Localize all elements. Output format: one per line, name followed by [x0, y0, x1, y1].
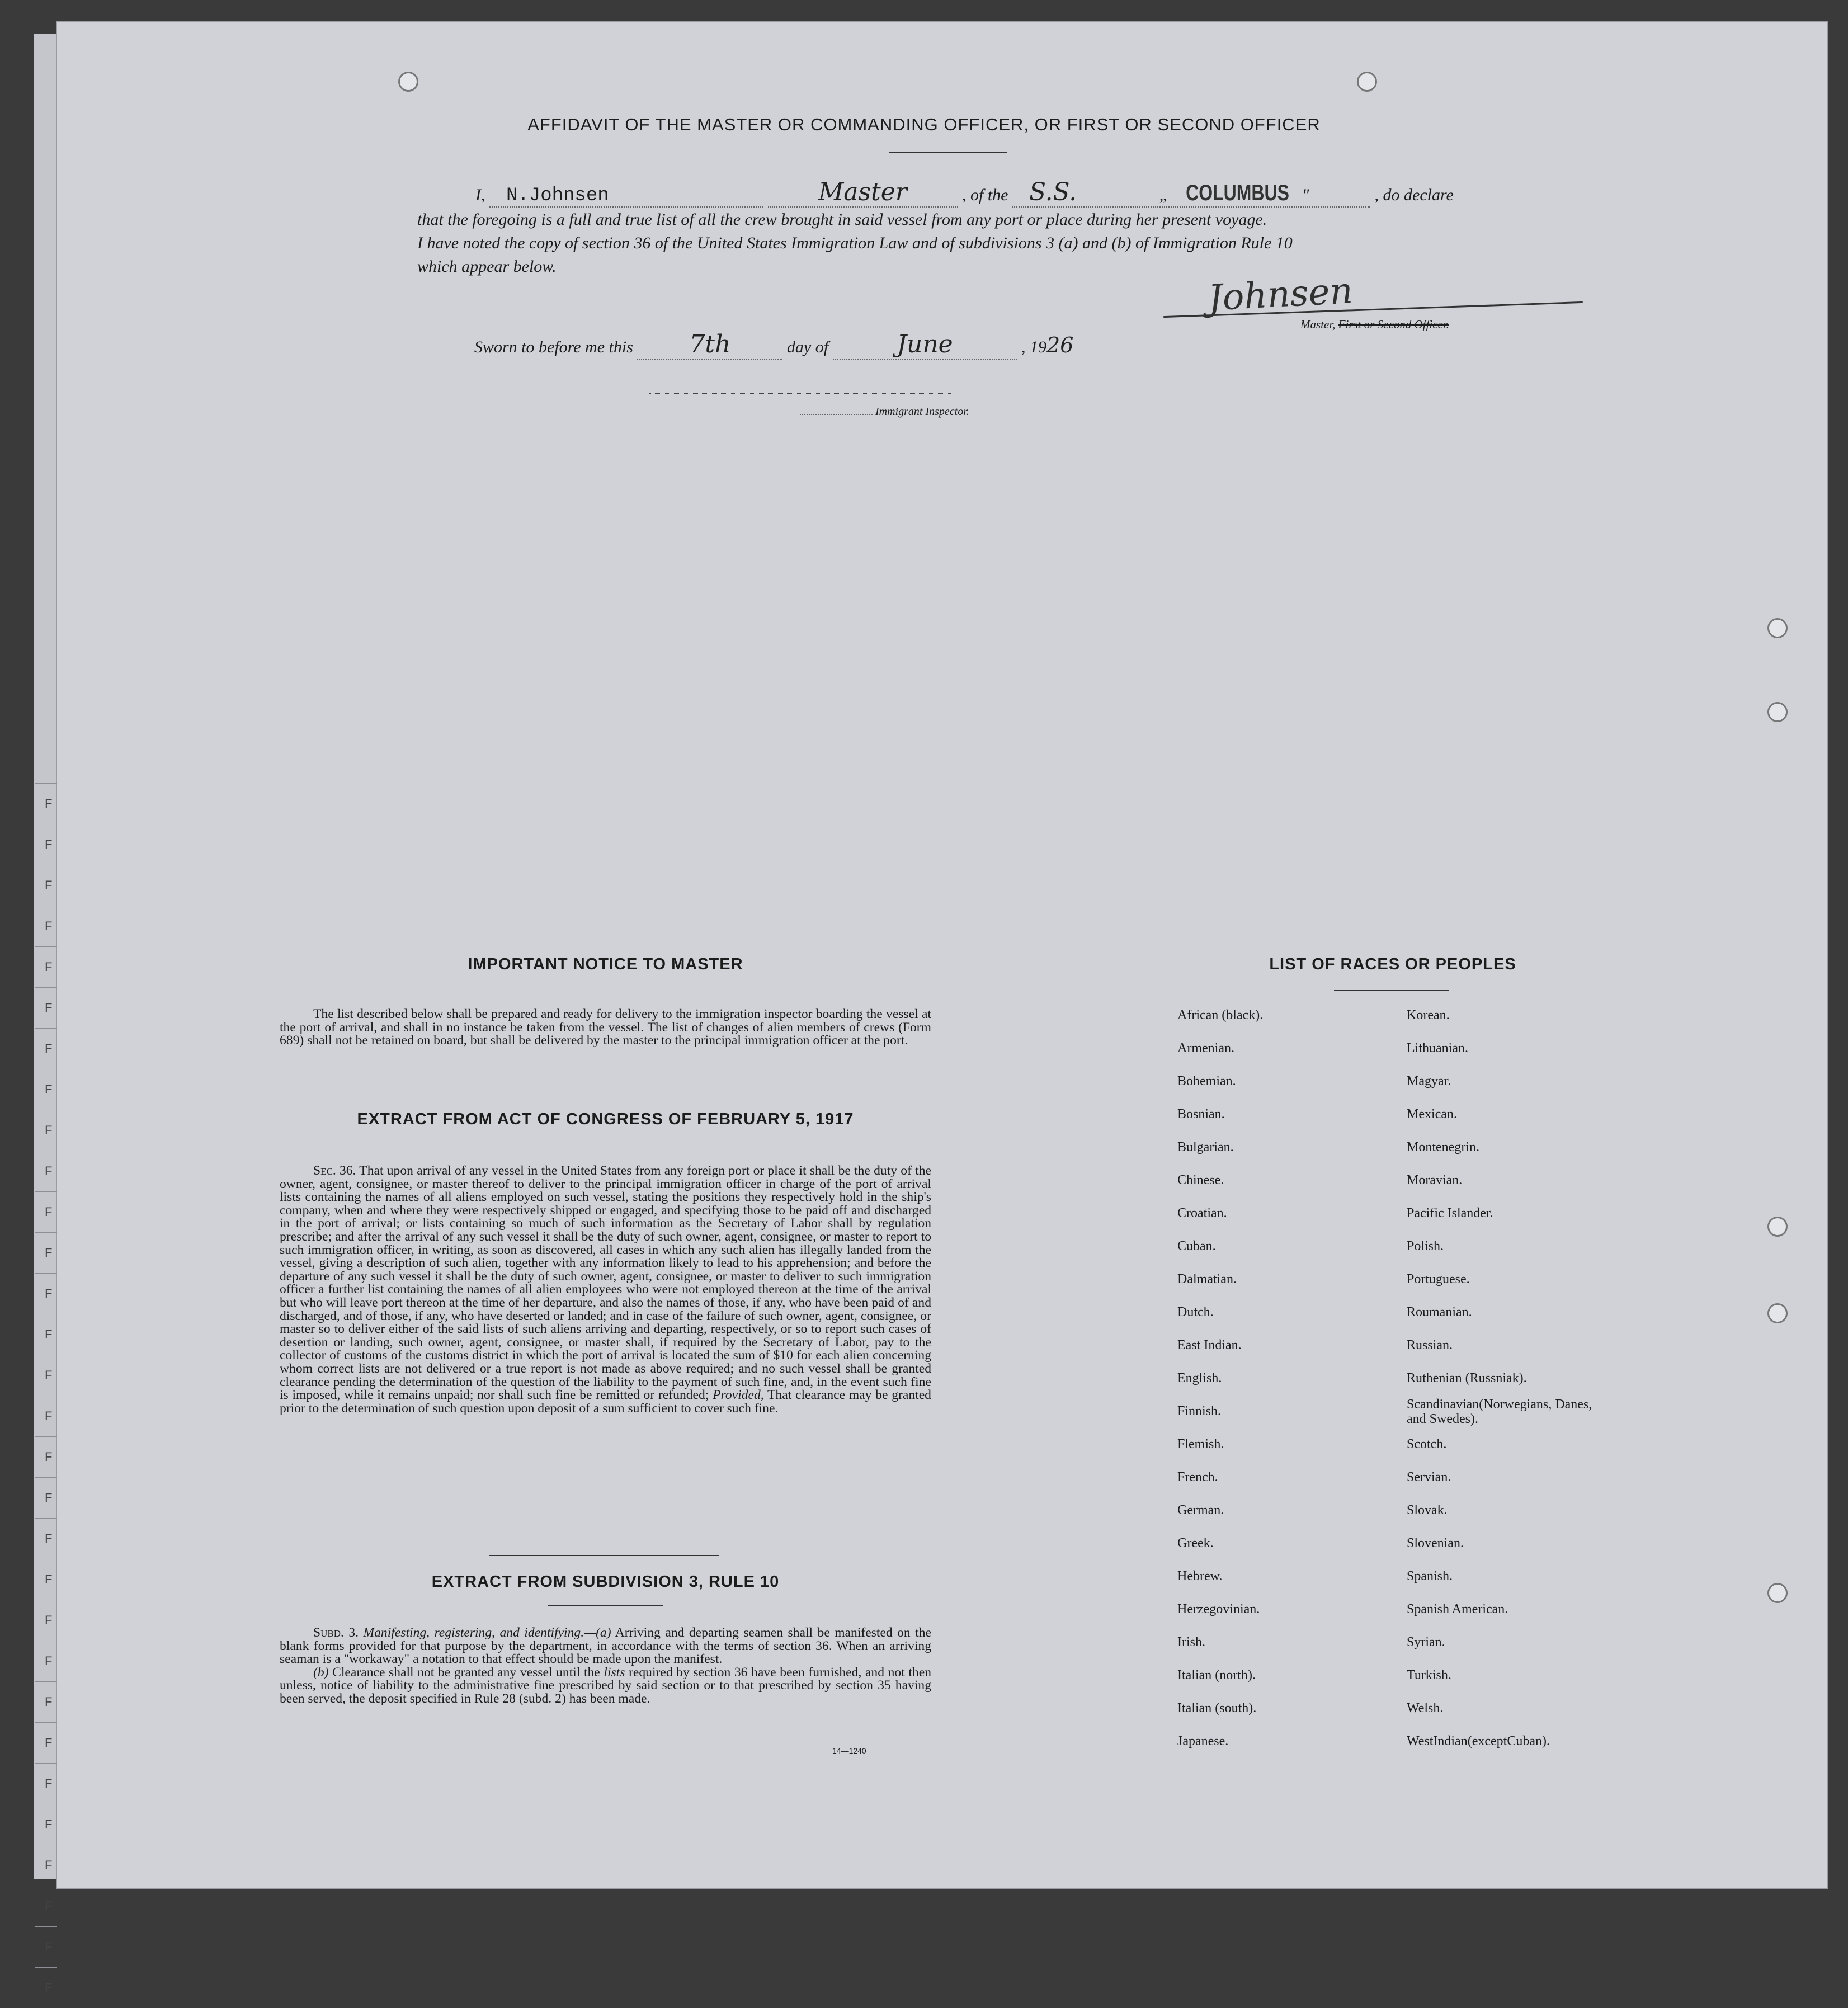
race-item: Japanese.	[1177, 1734, 1229, 1748]
vessel-prefix: S.S.	[1029, 178, 1077, 206]
notice-title: IMPORTANT NOTICE TO MASTER	[468, 955, 743, 973]
race-item: Dalmatian.	[1177, 1272, 1237, 1286]
affidavit-body-3: which appear below.	[417, 257, 557, 276]
inspector-dots	[800, 414, 873, 415]
affidavit-title: AFFIDAVIT OF THE MASTER OR COMMANDING OFFICER, OR FIRST OR SECOND OFFICER	[527, 115, 1321, 134]
margin-fragment: F	[35, 783, 57, 824]
race-item: Portuguese.	[1407, 1272, 1470, 1286]
margin-fragment: F	[35, 1926, 57, 1967]
quote-close: "	[1302, 186, 1309, 204]
master-signature: Johnsen	[1207, 270, 1354, 319]
race-item: Chinese.	[1177, 1173, 1224, 1187]
inspector-label: Immigrant Inspector.	[875, 406, 969, 418]
year-prefix: , 19	[1021, 338, 1047, 356]
margin-fragment: F	[35, 1600, 57, 1641]
subd-label: Subd. 3.	[313, 1625, 359, 1640]
race-item: Scandinavian(Norwegians, Danes, and Swedes).	[1407, 1397, 1592, 1426]
title-rule	[889, 152, 1007, 153]
race-item: Korean.	[1407, 1008, 1450, 1022]
margin-fragment: F	[35, 865, 57, 906]
race-item: Slovak.	[1407, 1503, 1448, 1517]
race-item: Magyar.	[1407, 1074, 1451, 1088]
name-field	[489, 185, 763, 208]
race-item: Polish.	[1407, 1239, 1444, 1253]
race-item: Cuban.	[1177, 1239, 1216, 1253]
race-item: WestIndian(exceptCuban).	[1407, 1734, 1550, 1748]
provided-label: Provided,	[713, 1388, 764, 1403]
act-title: EXTRACT FROM ACT OF CONGRESS OF FEBRUARY 5, 1917	[357, 1110, 854, 1128]
month-value: June	[897, 330, 953, 359]
margin-fragment: F	[35, 1396, 57, 1436]
race-item: Turkish.	[1407, 1668, 1451, 1682]
race-item: Bulgarian.	[1177, 1140, 1234, 1154]
margin-fragment: F	[35, 1845, 57, 1886]
race-item: Spanish American.	[1407, 1602, 1508, 1616]
margin-fragment: F	[35, 987, 57, 1028]
race-item: Bohemian.	[1177, 1074, 1236, 1088]
punch-hole	[1767, 618, 1788, 638]
act-paragraph	[280, 1165, 931, 1415]
of-the-label: , of the	[962, 186, 1008, 204]
margin-fragment: F	[35, 1232, 57, 1273]
text-b-1: Clearance shall not be granted any vessel until the	[332, 1665, 600, 1680]
margin-fragment: F	[35, 1110, 57, 1151]
margin-fragment: F	[35, 1641, 57, 1681]
quote-open: „	[1159, 186, 1169, 204]
punch-hole	[398, 72, 418, 92]
name-value: N.Johnsen	[506, 185, 609, 206]
b-label: (b)	[313, 1665, 329, 1680]
race-item: English.	[1177, 1371, 1222, 1385]
sworn-line	[474, 330, 1073, 360]
vessel-field	[1012, 178, 1370, 208]
vessel-name-stamp: COLUMBUS	[1185, 181, 1289, 205]
signature-caption	[1300, 318, 1449, 332]
races-right-column	[1407, 1008, 1642, 1757]
sworn-label: Sworn to before me this	[474, 338, 633, 356]
margin-fragment: F	[35, 1763, 57, 1804]
race-item: Irish.	[1177, 1635, 1205, 1649]
day-value: 7th	[689, 330, 731, 359]
inspector-caption	[800, 406, 969, 418]
race-item: Bosnian.	[1177, 1107, 1225, 1121]
i-label: I,	[475, 186, 485, 204]
race-item: East Indian.	[1177, 1338, 1242, 1352]
margin-fragment: F	[35, 1436, 57, 1477]
subd-heading: Manifesting, registering, and identifying.—(a)	[363, 1625, 611, 1640]
margin-fragment: F	[35, 946, 57, 987]
race-item: Moravian.	[1407, 1173, 1463, 1187]
do-declare-label: , do declare	[1374, 186, 1454, 204]
day-field	[637, 330, 782, 360]
margin-fragment: F	[35, 1722, 57, 1763]
text-b-2: required by section 36 have been furnished, and not then unless, notice of liability to the administrative fine prescribed by said section or to that prescribed by section 35 having been served, the deposit specified in Rule 28 (subd. 2) has been made.	[280, 1665, 931, 1706]
race-item: Welsh.	[1407, 1701, 1444, 1715]
affidavit-body-2: I have noted the copy of section 36 of the United States Immigration Law and of subdivisions 3 (a) and (b) of Immigration Rule 10	[417, 234, 1293, 252]
margin-fragment: F	[35, 1028, 57, 1069]
punch-hole	[1767, 1583, 1788, 1603]
punch-hole	[1767, 1217, 1788, 1237]
races-title: LIST OF RACES OR PEOPLES	[1269, 955, 1516, 973]
punch-hole	[1767, 702, 1788, 722]
race-item: Mexican.	[1407, 1107, 1457, 1121]
inspector-signature-line	[649, 393, 951, 394]
margin-fragment: F	[35, 1069, 57, 1110]
act-body-end: That clearance may be granted prior to the determination of such question upon deposit of a sum sufficient to cover such fine.	[280, 1388, 931, 1416]
race-item: Pacific Islander.	[1407, 1206, 1493, 1220]
race-item: Syrian.	[1407, 1635, 1445, 1649]
margin-fragment: F	[35, 1314, 57, 1355]
rule10-title: EXTRACT FROM SUBDIVISION 3, RULE 10	[431, 1573, 780, 1591]
margin-fragment: F	[35, 1273, 57, 1314]
margin-fragment: F	[35, 1191, 57, 1232]
day-of-label: day of	[786, 338, 829, 356]
notice-paragraph: The list described below shall be prepared and ready for delivery to the immigration inspector boarding the vessel at the port of arrival, and shall in no instance be taken from the vessel. The list of changes of alien members of crews (Form 689) shall not be retained on board, but shall be delivered by the master to the principal immigration officer at the port.	[280, 1007, 931, 1048]
race-item: German.	[1177, 1503, 1224, 1517]
punch-hole	[1767, 1303, 1788, 1323]
margin-fragment: F	[35, 906, 57, 946]
margin-fragment: F	[35, 1967, 57, 2008]
affidavit-body-1: that the foregoing is a full and true list of all the crew brought in said vessel from any port or place during her present voyage.	[417, 210, 1267, 229]
rank-field	[768, 178, 958, 208]
text-b-lists: lists	[604, 1665, 625, 1680]
subd-text-a: Arriving and departing seamen shall be manifested on the blank forms provided for that purpose by the department, in accordance with the terms of section 36. When an arriving seaman is a "workaway" a notation to that effect should be made upon the manifest.	[280, 1625, 931, 1667]
form-number: 14—1240	[832, 1746, 866, 1755]
act-text	[280, 1165, 931, 1415]
race-item: Greek.	[1177, 1536, 1214, 1550]
margin-fragment: F	[35, 1804, 57, 1845]
race-item: Spanish.	[1407, 1569, 1453, 1583]
margin-fragment: F	[35, 1151, 57, 1191]
punch-hole	[1357, 72, 1377, 92]
race-item: Servian.	[1407, 1470, 1451, 1484]
sec-label: Sec. 36.	[313, 1163, 356, 1178]
races-rule	[1334, 990, 1449, 991]
race-item: Finnish.	[1177, 1404, 1222, 1418]
races-left-column	[1177, 1008, 1390, 1757]
margin-fragments	[35, 783, 57, 2008]
rule10-top-rule	[489, 1555, 719, 1556]
race-item: Dutch.	[1177, 1305, 1214, 1319]
margin-fragment: F	[35, 1681, 57, 1722]
rule10-paragraph-a	[280, 1627, 931, 1666]
race-item: Slovenian.	[1407, 1536, 1464, 1550]
rank-value: Master	[818, 178, 907, 206]
race-item: Lithuanian.	[1407, 1041, 1468, 1055]
race-item: Italian (south).	[1177, 1701, 1257, 1715]
race-item: Russian.	[1407, 1338, 1453, 1352]
race-item: Roumanian.	[1407, 1305, 1472, 1319]
margin-fragment: F	[35, 1559, 57, 1600]
race-item: Montenegrin.	[1407, 1140, 1479, 1154]
declaration-line	[475, 178, 1488, 208]
race-item: African (black).	[1177, 1008, 1264, 1022]
margin-fragment: F	[35, 1518, 57, 1559]
margin-fragment: F	[35, 1477, 57, 1518]
race-item: Flemish.	[1177, 1437, 1224, 1451]
margin-fragment: F	[35, 824, 57, 865]
margin-fragment: F	[35, 1886, 57, 1926]
race-item: Ruthenian (Russniak).	[1407, 1371, 1527, 1385]
margin-fragment: F	[35, 1355, 57, 1396]
race-item: Scotch.	[1407, 1437, 1447, 1451]
act-body: That upon arrival of any vessel in the United States from any foreign port or place it shall be the duty of the owner, agent, consignee, or master thereof to deliver to the principal immigration officer in charge of the port of arrival lists containing the names of all aliens employed on such vessel, stating the positions they respectively hold in the ship's company, when and where they were respectively shipped or engaged, and specifying those to be paid off and discharged in the port of arrival; or lists containing so much of such information as the Secretary of Labor shall by regulation prescribe; and after the arrival of any such vessel it shall be the duty of such owner, agent, consignee, or master to report to such immigration officer, in writing, as soon as discovered, all cases in which any such alien has illegally landed from the vessel, giving a description of such alien, together with any information likely to lead to his apprehension; and before the departure of any such vessel it shall be the duty of such owner, agent, consignee, or master to deliver to such immigration officer a further list containing the names of all alien employees who were not employed thereon at the time of the arrival but who will leave port thereon at the time of her departure, and also the names of those, if any, who have been paid of and discharged, and of those, if any, who have deserted or landed; and in case of the failure of such owner, agent, consignee, or master so to deliver either of the said lists of such aliens arriving and departing, respectively, or so to report such cases of desertion or landing, such owner, agent, consignee, or master shall, if required by the Secretary of Labor, pay to the collector of customs of the customs district in which the port of arrival is located the sum of $10 for each alien concerning whom correct lists are not delivered or a true report is not made as above required; and no such vessel shall be granted clearance pending the determination of the question of the liability to the payment of such fine, and, in the event such fine is imposed, while it remains unpaid; nor shall such fine be remitted or refunded;	[280, 1163, 931, 1403]
race-item: Hebrew.	[1177, 1569, 1223, 1583]
notice-text	[280, 1008, 931, 1048]
caption-struck: First or Second Officer.	[1338, 318, 1449, 331]
rule10-paragraph-b	[280, 1666, 931, 1706]
race-item: French.	[1177, 1470, 1218, 1484]
rule10-rule	[548, 1605, 663, 1606]
race-item: Herzegovinian.	[1177, 1602, 1260, 1616]
race-item: Croatian.	[1177, 1206, 1227, 1220]
rule10-text	[280, 1627, 931, 1706]
year-value: 26	[1046, 333, 1074, 357]
caption-master: Master,	[1300, 318, 1336, 331]
race-item: Armenian.	[1177, 1041, 1234, 1055]
race-item: Italian (north).	[1177, 1668, 1256, 1682]
month-field	[833, 330, 1017, 360]
